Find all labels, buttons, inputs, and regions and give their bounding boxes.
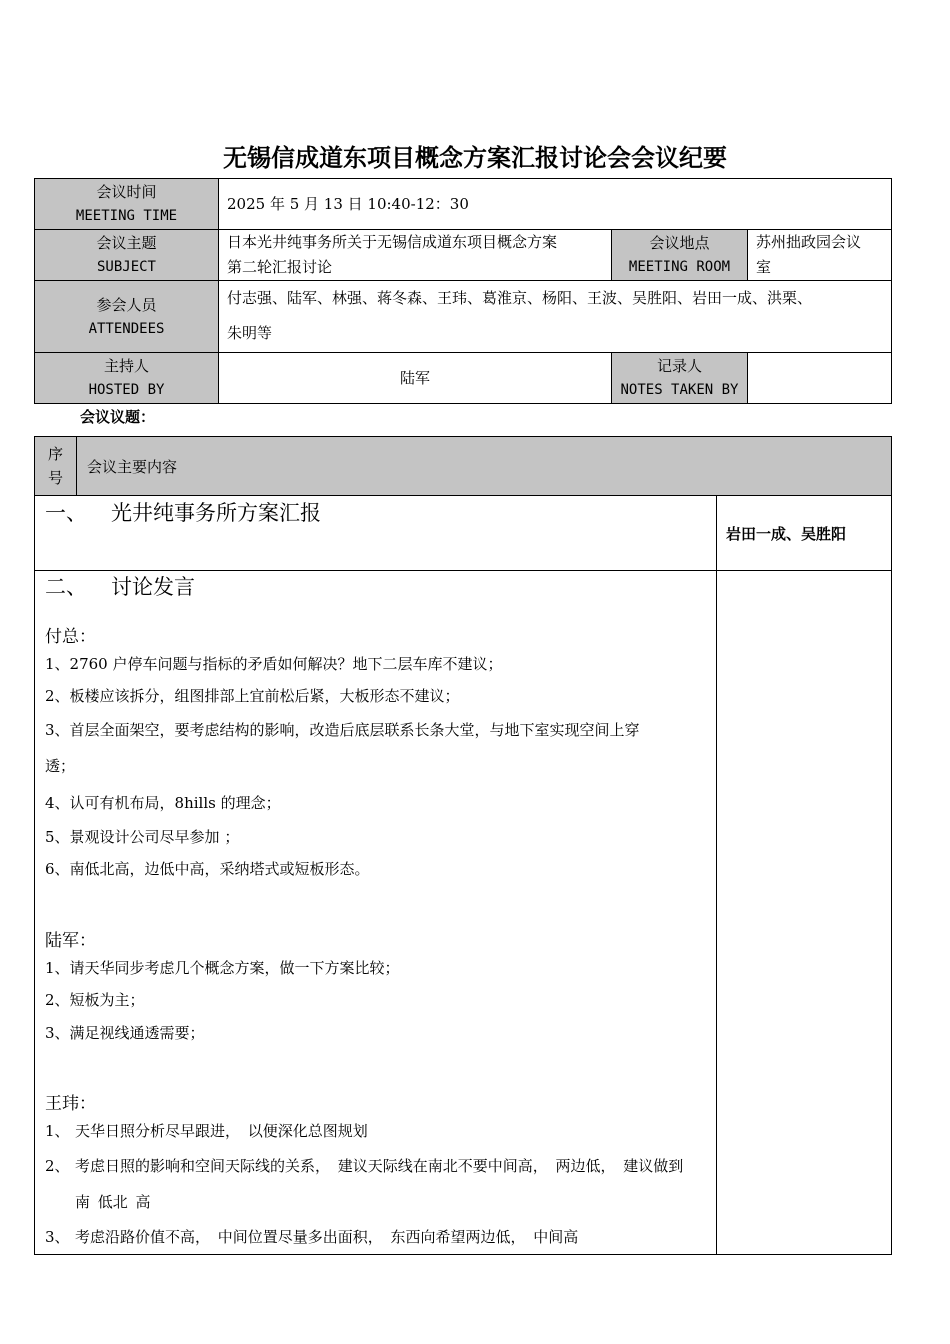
section-1-heading: 一、 光井纯事务所方案汇报 xyxy=(45,501,321,525)
list-item: 6、南低北高，边低中高，采纳塔式或短板形态。 xyxy=(45,860,370,878)
row-host xyxy=(35,353,892,404)
list-item: 透； xyxy=(45,757,76,775)
content-header: 会议主要内容 xyxy=(77,437,892,496)
list-item: 1、2760 户停车问题与指标的矛盾如何解决？地下二层车库不建议； xyxy=(45,655,503,673)
meeting-time-label: 会议时间 MEETING TIME xyxy=(35,179,219,230)
list-item: 1、请天华同步考虑几个概念方案，做一下方案比较； xyxy=(45,959,400,977)
attendees-value: 付志强、陆军、林强、蒋冬森、王玮、葛淮京、杨阳、王波、吴胜阳、岩田一成、洪栗、 朱明等 xyxy=(219,281,892,353)
host-label: 主持人 HOSTED BY xyxy=(35,353,219,404)
speaker-lu-items xyxy=(45,953,706,1049)
list-item: 2、短板为主； xyxy=(45,991,145,1009)
subject-value: 日本光井纯事务所关于无锡信成道东项目概念方案 第二轮汇报讨论 xyxy=(219,230,612,281)
speaker-wang-items xyxy=(45,1116,706,1254)
speaker-lu: 陆军： xyxy=(45,931,96,951)
section-2-row xyxy=(35,571,892,1255)
row-meeting-time xyxy=(35,179,892,230)
attendees-label: 参会人员 ATTENDEES xyxy=(35,281,219,353)
list-item: 3、首层全面架空，要考虑结构的影响，改造后底层联系长条大堂，与地下室实现空间上穿 xyxy=(45,721,640,739)
host-value: 陆军 xyxy=(219,353,612,404)
meeting-room-value: 苏州拙政园会议 室 xyxy=(748,230,892,281)
agenda-label: 会议议题： xyxy=(80,408,156,426)
list-item: 1、 天华日照分析尽早跟进， 以便深化总图规划 xyxy=(45,1122,368,1140)
section-2-cell xyxy=(35,571,717,1255)
section-1-row xyxy=(35,496,892,571)
meeting-info-table xyxy=(34,178,892,404)
list-item: 2、 考虑日照的影响和空间天际线的关系， 建议天际线在南北不要中间高， 两边低， 建议做到南 低北 高 xyxy=(45,1157,684,1211)
minutes-header-row xyxy=(35,437,892,496)
speaker-fu: 付总： xyxy=(45,627,96,647)
list-item: 2、板楼应该拆分，组图排部上宜前松后紧，大板形态不建议； xyxy=(45,687,460,705)
speaker-fu-items xyxy=(45,649,706,885)
meeting-time-value: 2025 年 5 月 13 日 10:40-12：30 xyxy=(219,179,892,230)
list-item: 3、 考虑沿路价值不高， 中间位置尽量多出面积， 东西向希望两边低， 中间高 xyxy=(45,1228,579,1246)
seq-header: 序 号 xyxy=(35,437,77,496)
notes-taker-value xyxy=(748,353,892,404)
list-item: 3、满足视线通透需要； xyxy=(45,1024,205,1042)
document-title: 无锡信成道东项目概念方案汇报讨论会会议纪要 xyxy=(223,144,727,172)
section-2-heading: 二、 讨论发言 xyxy=(45,575,195,599)
row-attendees xyxy=(35,281,892,353)
section-1-presenters: 岩田一成、吴胜阳 xyxy=(717,496,892,571)
row-subject xyxy=(35,230,892,281)
section-2-side-cell xyxy=(717,571,892,1255)
notes-taker-label: 记录人 NOTES TAKEN BY xyxy=(612,353,748,404)
meeting-room-label: 会议地点 MEETING ROOM xyxy=(612,230,748,281)
list-item: 5、景观设计公司尽早参加 ； xyxy=(45,828,240,846)
list-item: 4、认可有机布局，8hills 的理念； xyxy=(45,794,281,812)
minutes-table xyxy=(34,436,892,1255)
speaker-wang: 王玮： xyxy=(45,1094,96,1114)
section-1-cell xyxy=(35,496,717,571)
subject-label: 会议主题 SUBJECT xyxy=(35,230,219,281)
